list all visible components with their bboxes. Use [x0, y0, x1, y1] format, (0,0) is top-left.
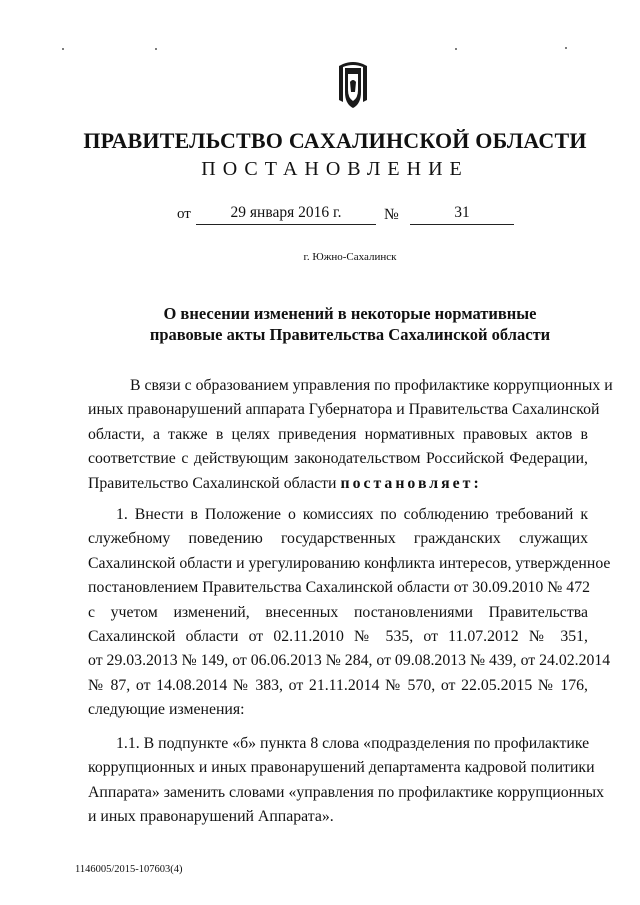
text-line: и иных правонарушений Аппарата». [88, 808, 334, 826]
document-code: 1146005/2015-107603(4) [75, 864, 183, 875]
subject-line: О внесении изменений в некоторые нормативные [163, 304, 537, 323]
item-1-1-paragraph [88, 732, 605, 830]
text-line: иных правонарушений аппарата Губернатора и Правительства Сахалинской [88, 401, 600, 419]
document-subject [100, 303, 600, 345]
text-line: постановлением Правительства Сахалинской области от 30.09.2010 № 472 [88, 579, 590, 597]
text-line: Сахалинской области от 02.11.2010 № 535, от 11.07.2012 № 351, [88, 627, 588, 645]
text-line [88, 472, 588, 496]
text-line: коррупционных и иных правонарушений департамента кадровой политики [88, 759, 595, 777]
text-line: с учетом изменений, внесенных постановлениями Правительства [88, 603, 588, 621]
document-type: ПОСТАНОВЛЕНИЕ [201, 158, 469, 180]
preamble-paragraph [88, 374, 613, 496]
text-line: Сахалинской области и урегулированию конфликта интересов, утвержденное [88, 554, 611, 572]
text-line: от 29.03.2013 № 149, от 06.06.2013 № 284, от 09.08.2013 № 439, от 24.02.2014 [88, 652, 611, 670]
sakhalin-coat-of-arms-icon [331, 62, 375, 112]
text-line: № 87, от 14.08.2014 № 383, от 21.11.2014 № 570, от 22.05.2015 № 176, [88, 676, 588, 694]
item-1-paragraph [88, 503, 611, 723]
text-fragment: Правительство Сахалинской области [88, 474, 341, 492]
resolution-keyword: постановляет: [340, 474, 482, 492]
subject-line: правовые акты Правительства Сахалинской области [149, 325, 551, 344]
text-line: 1.1. В подпункте «б» пункта 8 слова «подразделения по профилактике [116, 735, 590, 752]
scan-speck [155, 48, 157, 50]
city: г. Южно-Сахалинск [303, 251, 397, 263]
from-label: от [177, 206, 191, 222]
date-number-row [0, 204, 640, 228]
text-line: соответствие с действующим законодательством Российской Федерации, [88, 450, 588, 468]
text-line: следующие изменения: [88, 701, 245, 719]
scan-speck [455, 48, 457, 50]
text-line: Аппарата» заменить словами «управления по профилактике коррупционных [88, 783, 605, 801]
text-line: служебному поведению государственных гражданских служащих [88, 530, 588, 548]
scan-speck [62, 48, 64, 50]
number-label: № [384, 206, 399, 223]
scan-speck [565, 47, 567, 49]
text-line: В связи с образованием управления по профилактике коррупционных и [130, 377, 613, 394]
document-date: 29 января 2016 г. [196, 204, 376, 225]
text-line: области, а также в целях приведения нормативных правовых актов в [88, 425, 588, 443]
government-title: ПРАВИТЕЛЬСТВО САХАЛИНСКОЙ ОБЛАСТИ [83, 128, 587, 153]
text-line: 1. Внести в Положение о комиссиях по соблюдению требований к [116, 506, 588, 523]
document-number: 31 [410, 204, 514, 225]
